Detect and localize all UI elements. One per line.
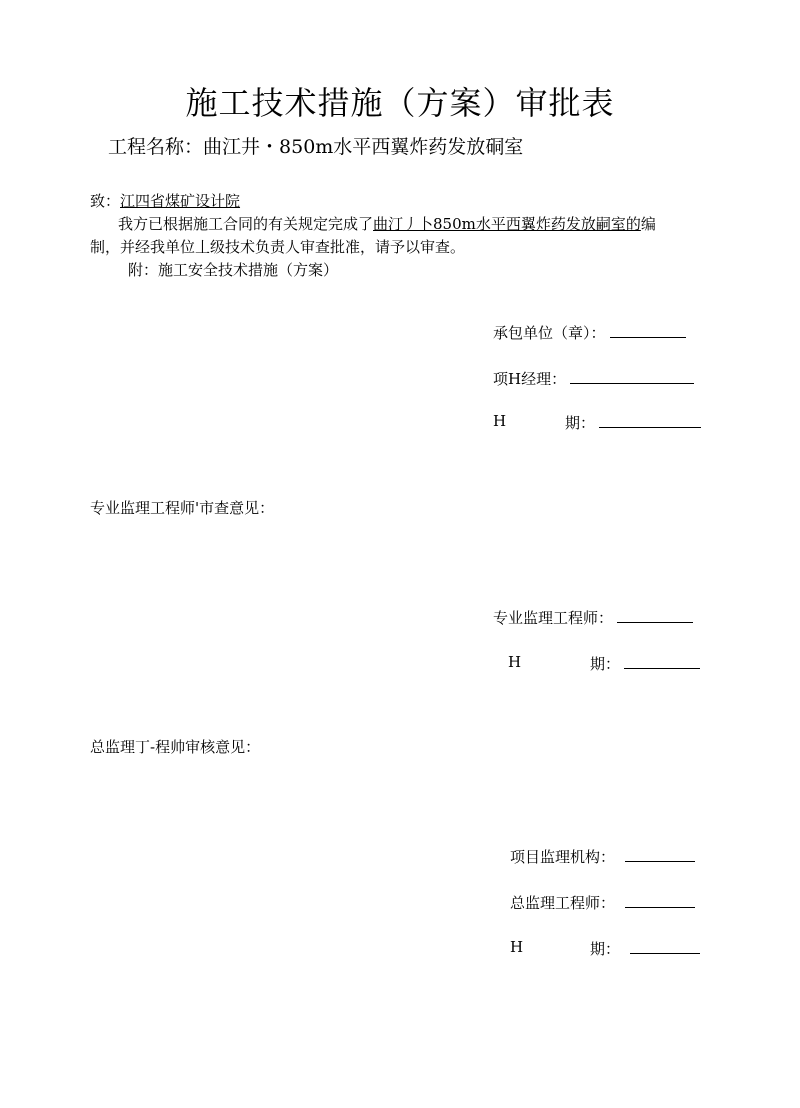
specialist-engineer-row xyxy=(493,607,693,628)
contractor-date-blank xyxy=(599,413,701,428)
body-line-2: 制，并经我单位丄级技术负责人审查批准，请予以审查。 xyxy=(90,238,466,256)
specialist-opinion-label: 专业监理工程师'市查意见： xyxy=(90,499,275,517)
contractor-unit-row xyxy=(493,322,686,343)
project-manager-row xyxy=(493,368,694,389)
recipient-org: 江四省煤矿设计院 xyxy=(120,192,241,210)
chief-date-label: 期： xyxy=(590,940,621,958)
chief-date-row xyxy=(590,938,700,959)
contractor-date-label: 期： xyxy=(565,414,596,432)
specialist-engineer-blank xyxy=(617,608,693,623)
project-label: 工程名称： xyxy=(108,136,204,158)
supervision-org-blank xyxy=(625,847,695,862)
supervision-org-row xyxy=(510,846,695,867)
specialist-date-blank xyxy=(624,654,700,669)
body-line1-suffix: 编 xyxy=(640,215,656,233)
recipient-line xyxy=(90,190,240,211)
specialist-engineer-label: 专业监理工程师： xyxy=(493,609,614,627)
body-line-1 xyxy=(118,213,656,234)
specialist-date-label: 期： xyxy=(590,655,621,673)
body-line1-project: 曲汀丿卜850m水平西翼炸药发放嗣室的 xyxy=(373,215,641,233)
contractor-date-h: H xyxy=(493,412,507,430)
project-name-line xyxy=(108,132,523,159)
project-name: 曲江井・850m水平西翼炸药发放硐室 xyxy=(203,136,524,158)
chief-engineer-label: 总监理工程师： xyxy=(510,894,616,912)
contractor-unit-blank xyxy=(610,323,686,338)
chief-engineer-row xyxy=(510,892,695,913)
specialist-date-row xyxy=(590,653,700,674)
chief-opinion-label: 总监理丁-程帅审核意见： xyxy=(90,738,261,756)
project-manager-label: 项H经理： xyxy=(493,370,567,388)
chief-date-blank xyxy=(630,939,700,954)
attachment-line: 附：施工安全技术措施（方案） xyxy=(128,261,339,279)
body-line1-prefix: 我方已根据施工合同的有关规定完成了 xyxy=(118,215,374,233)
specialist-date-h: H xyxy=(508,653,522,671)
to-label: 致： xyxy=(90,192,121,210)
project-manager-blank xyxy=(570,369,694,384)
document-title: 施工技术措施（方案）审批表 xyxy=(185,84,615,122)
chief-engineer-blank xyxy=(625,893,695,908)
contractor-date-row xyxy=(565,412,701,433)
contractor-unit-label: 承包单位（章）： xyxy=(493,324,606,342)
supervision-org-label: 项目监理机构： xyxy=(510,848,616,866)
chief-date-h: H xyxy=(510,938,524,956)
